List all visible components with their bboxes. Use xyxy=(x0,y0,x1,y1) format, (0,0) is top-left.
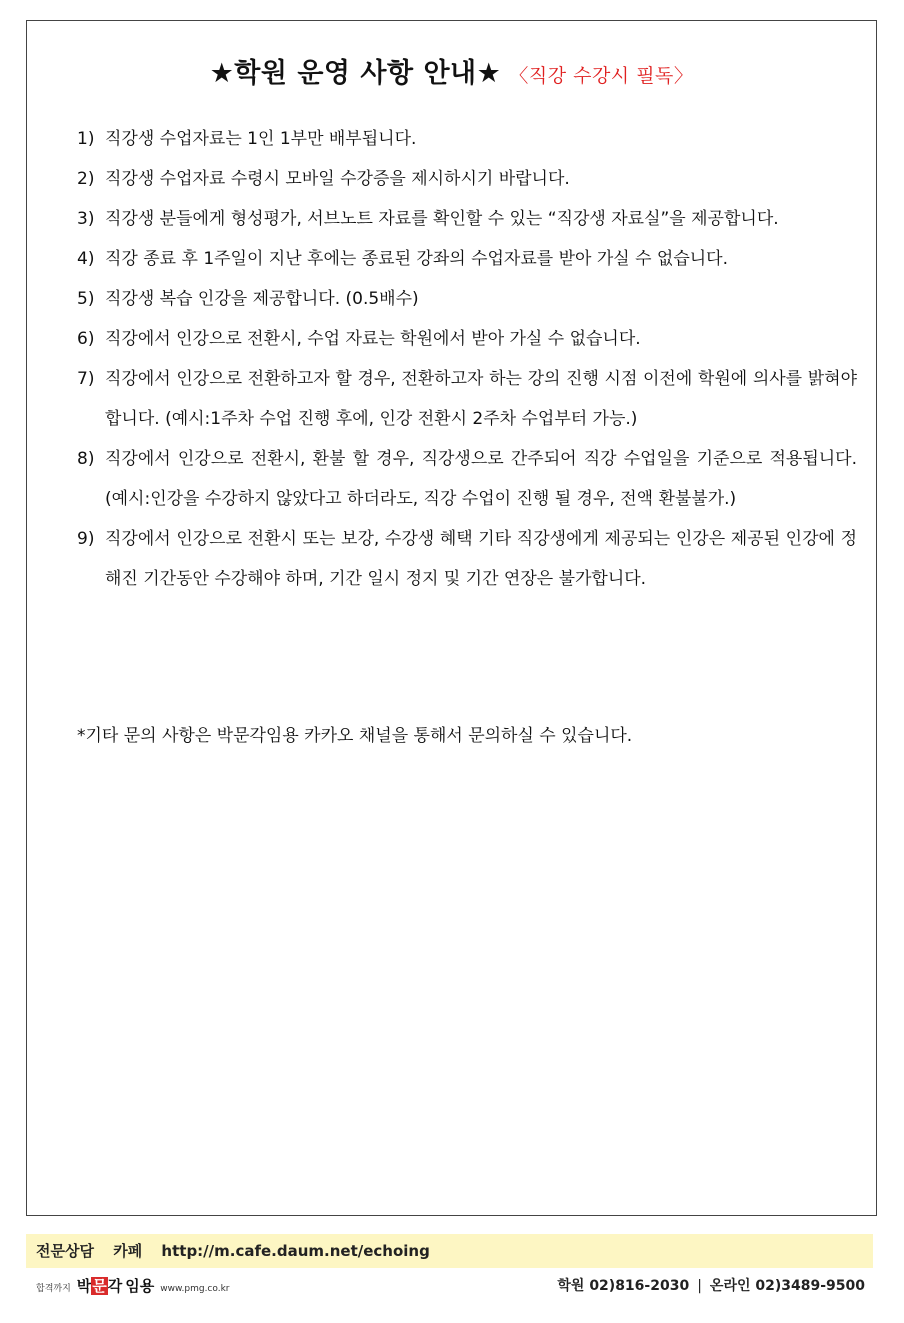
brand-logo xyxy=(36,1275,230,1300)
academy-phone: 학원 02)816-2030 xyxy=(557,1278,690,1294)
item-number: 5) xyxy=(77,289,95,309)
list-item xyxy=(77,319,857,359)
item-text: 직강생 복습 인강을 제공합니다. (0.5배수) xyxy=(105,289,419,309)
item-text: 직강생 수업자료는 1인 1부만 배부됩니다. xyxy=(105,129,417,149)
title-main: ★학원 운영 사항 안내★ xyxy=(209,58,502,89)
item-number: 2) xyxy=(77,169,95,189)
list-item xyxy=(77,199,857,239)
item-number: 3) xyxy=(77,209,95,229)
brand-logo-part: 박 xyxy=(76,1277,92,1295)
item-text: 직강에서 인강으로 전환하고자 할 경우, 전환하고자 하는 강의 진행 시점 이전에 학원에 의사를 밝혀야 합니다. (예시:1주차 수업 진행 후에, 인강 전환시 2주차 수업부터 가능.) xyxy=(105,369,857,429)
brand-logo-highlight: 문 xyxy=(92,1277,107,1295)
item-number: 8) xyxy=(77,449,95,469)
item-number: 1) xyxy=(77,129,95,149)
list-item xyxy=(77,239,857,279)
item-number: 7) xyxy=(77,369,95,389)
item-number: 6) xyxy=(77,329,95,349)
cafe-link[interactable]: http://m.cafe.daum.net/echoing xyxy=(161,1242,430,1260)
brand-logo-part: 각 xyxy=(107,1277,123,1295)
contact-info xyxy=(557,1275,865,1297)
list-item xyxy=(77,359,857,439)
separator: | xyxy=(697,1278,702,1294)
item-text: 직강에서 인강으로 전환시 또는 보강, 수강생 혜택 기타 직강생에게 제공되는 인강은 제공된 인강에 정해진 기간동안 수강해야 하며, 기간 일시 정지 및 기간 연장은 불가합니다. xyxy=(105,529,857,589)
list-item xyxy=(77,159,857,199)
brand-tagline: 합격까지 xyxy=(36,1284,71,1294)
cafe-label: 카페 xyxy=(113,1242,143,1260)
notice-frame xyxy=(26,20,877,1216)
consult-bar xyxy=(26,1234,873,1268)
brand-logo-part: 임용 xyxy=(125,1277,155,1295)
item-number: 4) xyxy=(77,249,95,269)
inquiry-note: *기타 문의 사항은 박문각임용 카카오 채널을 통해서 문의하실 수 있습니다. xyxy=(77,726,633,746)
item-number: 9) xyxy=(77,529,95,549)
item-text: 직강생 수업자료 수령시 모바일 수강증을 제시하시기 바랍니다. xyxy=(105,169,570,189)
consult-label: 전문상담 xyxy=(36,1242,94,1260)
item-text: 직강생 분들에게 형성평가, 서브노트 자료를 확인할 수 있는 “직강생 자료실”을 제공합니다. xyxy=(105,209,779,229)
online-phone: 온라인 02)3489-9500 xyxy=(709,1278,865,1294)
list-item xyxy=(77,119,857,159)
list-item xyxy=(77,279,857,319)
page-title xyxy=(27,51,876,90)
item-text: 직강 종료 후 1주일이 지난 후에는 종료된 강좌의 수업자료를 받아 가실 수 없습니다. xyxy=(105,249,728,269)
list-item xyxy=(77,519,857,599)
notice-list xyxy=(77,119,857,599)
item-text: 직강에서 인강으로 전환시, 수업 자료는 학원에서 받아 가실 수 없습니다. xyxy=(105,329,641,349)
title-sub: 〈직강 수강시 필독〉 xyxy=(509,65,694,87)
brand-url: www.pmg.co.kr xyxy=(160,1284,230,1294)
list-item xyxy=(77,439,857,519)
item-text: 직강에서 인강으로 전환시, 환불 할 경우, 직강생으로 간주되어 직강 수업일을 기준으로 적용됩니다. (예시:인강을 수강하지 않았다고 하더라도, 직강 수업이 진행 될 경우, 전액 환불불가.) xyxy=(105,449,857,509)
footer xyxy=(26,1275,873,1297)
